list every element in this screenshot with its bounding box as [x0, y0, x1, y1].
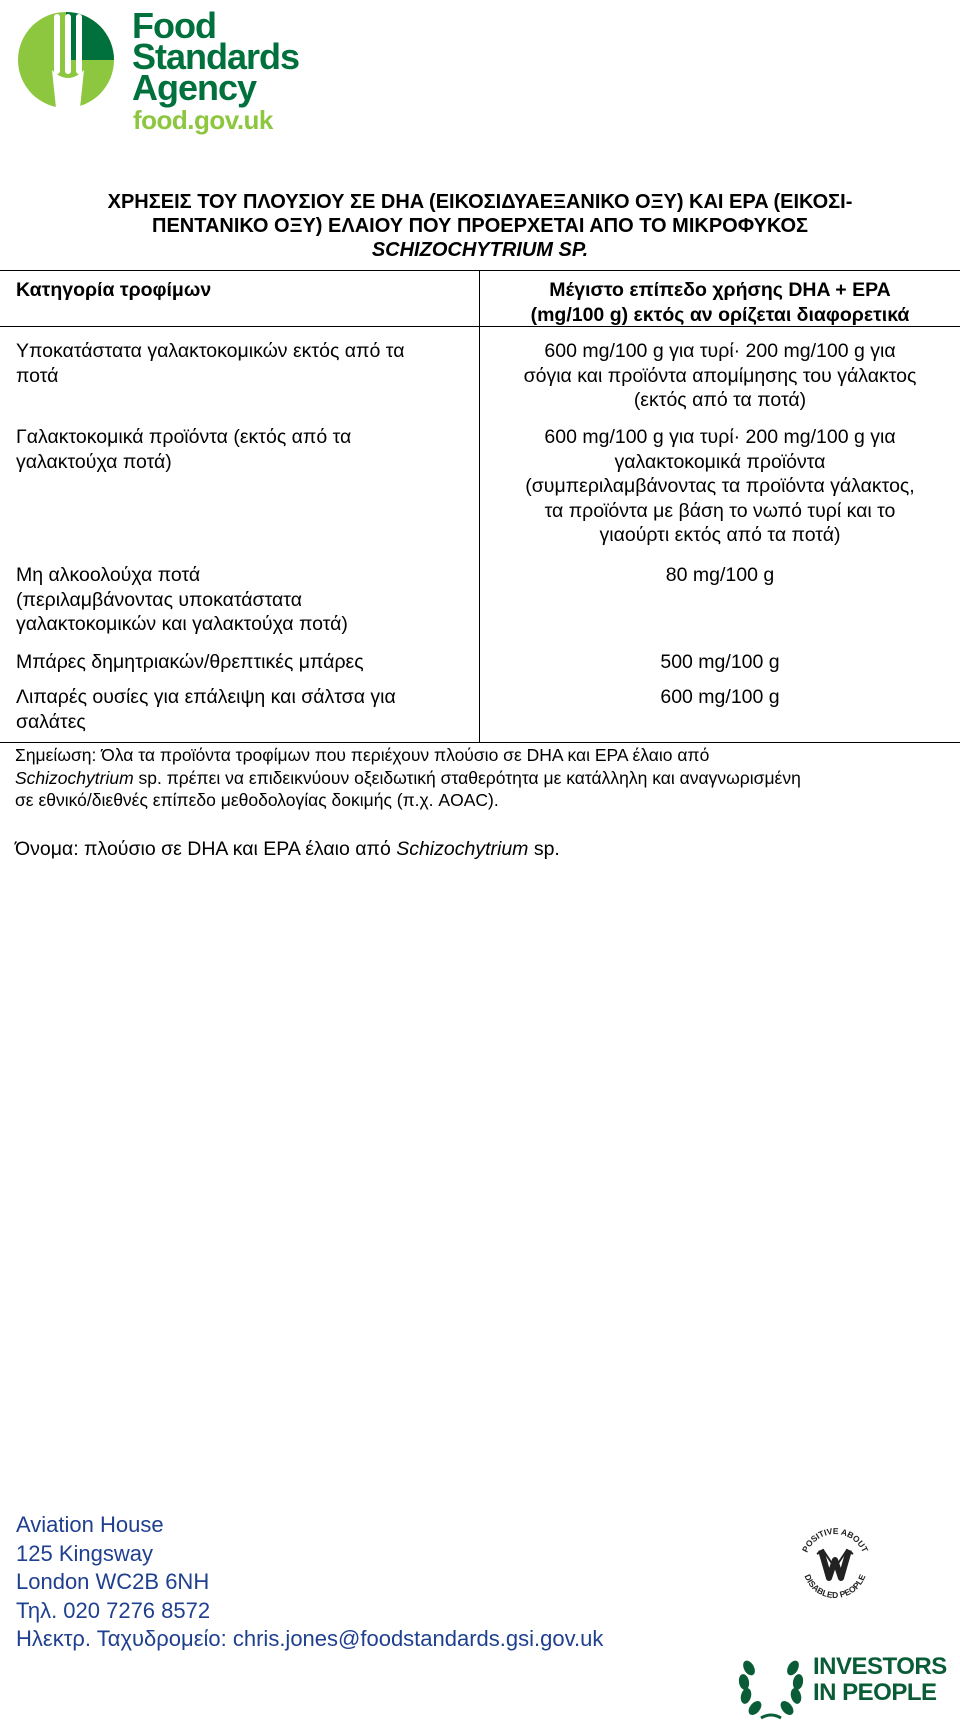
header-max-level — [484, 278, 956, 327]
row-1-level-line-2: σόγια και προϊόντα απομίμησης του γάλακτος — [523, 364, 917, 387]
table-row-2-level — [484, 425, 956, 548]
row-2-category-line-1: Γαλακτοκομικά προϊόντα (εκτός από τα — [16, 426, 352, 448]
row-2-level-line-2: γαλακτοκομικά προϊόντα — [614, 450, 826, 473]
note-line-2 — [15, 767, 945, 790]
svg-text:DISABLED PEOPLE — [803, 1572, 868, 1600]
table-column-divider — [479, 270, 480, 743]
address-email: Ηλεκτρ. Ταχυδρομείο: chris.jones@foodstandards.gsi.gov.uk — [16, 1626, 604, 1651]
row-2-level-line-1: 600 mg/100 g για τυρί· 200 mg/100 g για — [544, 426, 896, 448]
table-row-3-category — [16, 563, 471, 637]
disabled-people-badge — [795, 1520, 875, 1608]
table-row-5-level — [484, 685, 956, 710]
row-1-category-line-1: Υποκατάστατα γαλακτοκομικών εκτός από τα — [16, 340, 405, 362]
laurel-wreath-icon — [735, 1646, 807, 1722]
row-1-level-line-1: 600 mg/100 g για τυρί· 200 mg/100 g για — [544, 340, 896, 362]
row-5-category-line-2: σαλάτες — [16, 710, 86, 733]
address-phone: Τηλ. 020 7276 8572 — [16, 1597, 211, 1623]
name-prefix: Όνομα: πλούσιο σε DHA και EPA έλαιο από — [15, 838, 397, 860]
row-3-category-line-1: Μη αλκοολούχα ποτά — [16, 564, 201, 586]
badge-bottom-text: DISABLED PEOPLE — [802, 1572, 868, 1601]
row-4-category-line-1: Μπάρες δημητριακών/θρεπτικές μπάρες — [16, 651, 364, 673]
header-food-category: Κατηγορία τροφίμων — [16, 279, 212, 301]
row-3-category-line-3: γαλακτοκομικών και γαλακτούχα ποτά) — [16, 613, 348, 635]
fsa-logo — [14, 0, 304, 140]
document-title — [40, 190, 920, 262]
usage-table — [0, 270, 960, 742]
row-2-level-line-5: γιαούρτι εκτός από τα ποτά) — [599, 524, 841, 546]
row-4-level-line-1: 500 mg/100 g — [660, 651, 780, 673]
table-row-3-level — [484, 563, 956, 588]
product-name-line — [15, 837, 560, 861]
address-line-2: 125 Kingsway — [16, 1540, 153, 1566]
name-suffix: sp. — [528, 838, 560, 860]
header-max-level-line-2: (mg/100 g) εκτός αν ορίζεται διαφορετικά — [530, 303, 910, 326]
iip-line-1: INVESTORS — [813, 1653, 947, 1680]
logo-word-agency: Agency — [132, 67, 257, 108]
address-line-1: Aviation House — [16, 1512, 164, 1537]
title-line-2: ΠΕΝΤΑΝΙΚΟ ΟΞΥ) ΕΛΑΙΟΥ ΠΟΥ ΠΡΟΕΡΧΕΤΑΙ ΑΠΟ ΤΟ ΜΙΚΡΟΦΥΚΟΣ — [152, 215, 808, 237]
row-5-level-line-1: 600 mg/100 g — [660, 686, 780, 708]
row-1-category-line-2: ποτά — [16, 364, 59, 387]
note-species-name: Schizochytrium — [15, 767, 134, 788]
investors-in-people-badge — [735, 1646, 950, 1722]
table-bottom-rule — [0, 742, 960, 743]
name-species: Schizochytrium — [396, 838, 529, 860]
table-row-5-category — [16, 685, 471, 734]
table-top-rule — [0, 270, 960, 271]
logo-url: food.gov.uk — [133, 105, 273, 135]
row-2-category-line-2: γαλακτούχα ποτά) — [16, 450, 172, 473]
table-row-4-level — [484, 650, 956, 675]
svg-text:POSITIVE ABOUT — [800, 1526, 871, 1555]
iip-line-2: IN PEOPLE — [813, 1679, 937, 1706]
fork-logo-icon — [14, 0, 134, 120]
title-line-3: SCHIZOCHYTRIUM SP. — [371, 239, 589, 261]
logo-word-food: Food — [132, 5, 216, 46]
table-row-2-category — [16, 425, 471, 474]
row-3-level-line-1: 80 mg/100 g — [665, 564, 775, 586]
row-2-level-line-3: (συμπεριλαμβάνοντας τα προϊόντα γάλακτος, — [525, 475, 915, 497]
row-5-category-line-1: Λιπαρές ουσίες για επάλειψη και σάλτσα για — [16, 686, 396, 708]
title-line-1: ΧΡΗΣΕΙΣ ΤΟΥ ΠΛΟΥΣΙΟΥ ΣΕ DHA (ΕΙΚΟΣΙΔΥΑΕΞΑΝΙΚΟ ΟΞΥ) ΚΑΙ EPA (ΕΙΚΟΣΙ- — [107, 191, 853, 213]
table-note — [15, 744, 945, 812]
note-line-2-text: sp. πρέπει να επιδεικνύουν οξειδωτική σταθερότητα με κατάλληλη και αναγνωρισμένη — [133, 767, 801, 788]
note-line-3: σε εθνικό/διεθνές επίπεδο μεθοδολογίας δοκιμής (π.χ. AOAC). — [15, 790, 499, 810]
footer-address — [16, 1511, 603, 1654]
row-1-level-line-3: (εκτός από τα ποτά) — [633, 389, 807, 411]
row-3-category-line-2: (περιλαμβάνοντας υποκατάστατα — [16, 588, 302, 611]
iip-wordmark — [813, 1654, 947, 1706]
table-row-4-category — [16, 650, 471, 675]
positive-about-disabled-people-icon — [795, 1520, 875, 1608]
header-max-level-line-1: Μέγιστο επίπεδο χρήσης DHA + EPA — [549, 279, 891, 301]
table-row-1-level — [484, 339, 956, 413]
row-2-level-line-4: τα προϊόντα με βάση το νωπό τυρί και το — [544, 499, 896, 522]
note-line-1: Σημείωση: Όλα τα προϊόντα τροφίμων που περιέχουν πλούσιο σε DHA και EPA έλαιο από — [15, 745, 710, 765]
logo-word-standards: Standards — [132, 36, 300, 77]
badge-top-text: POSITIVE ABOUT — [799, 1525, 871, 1554]
address-line-3: London WC2B 6NH — [16, 1569, 210, 1594]
table-row-1-category — [16, 339, 471, 388]
